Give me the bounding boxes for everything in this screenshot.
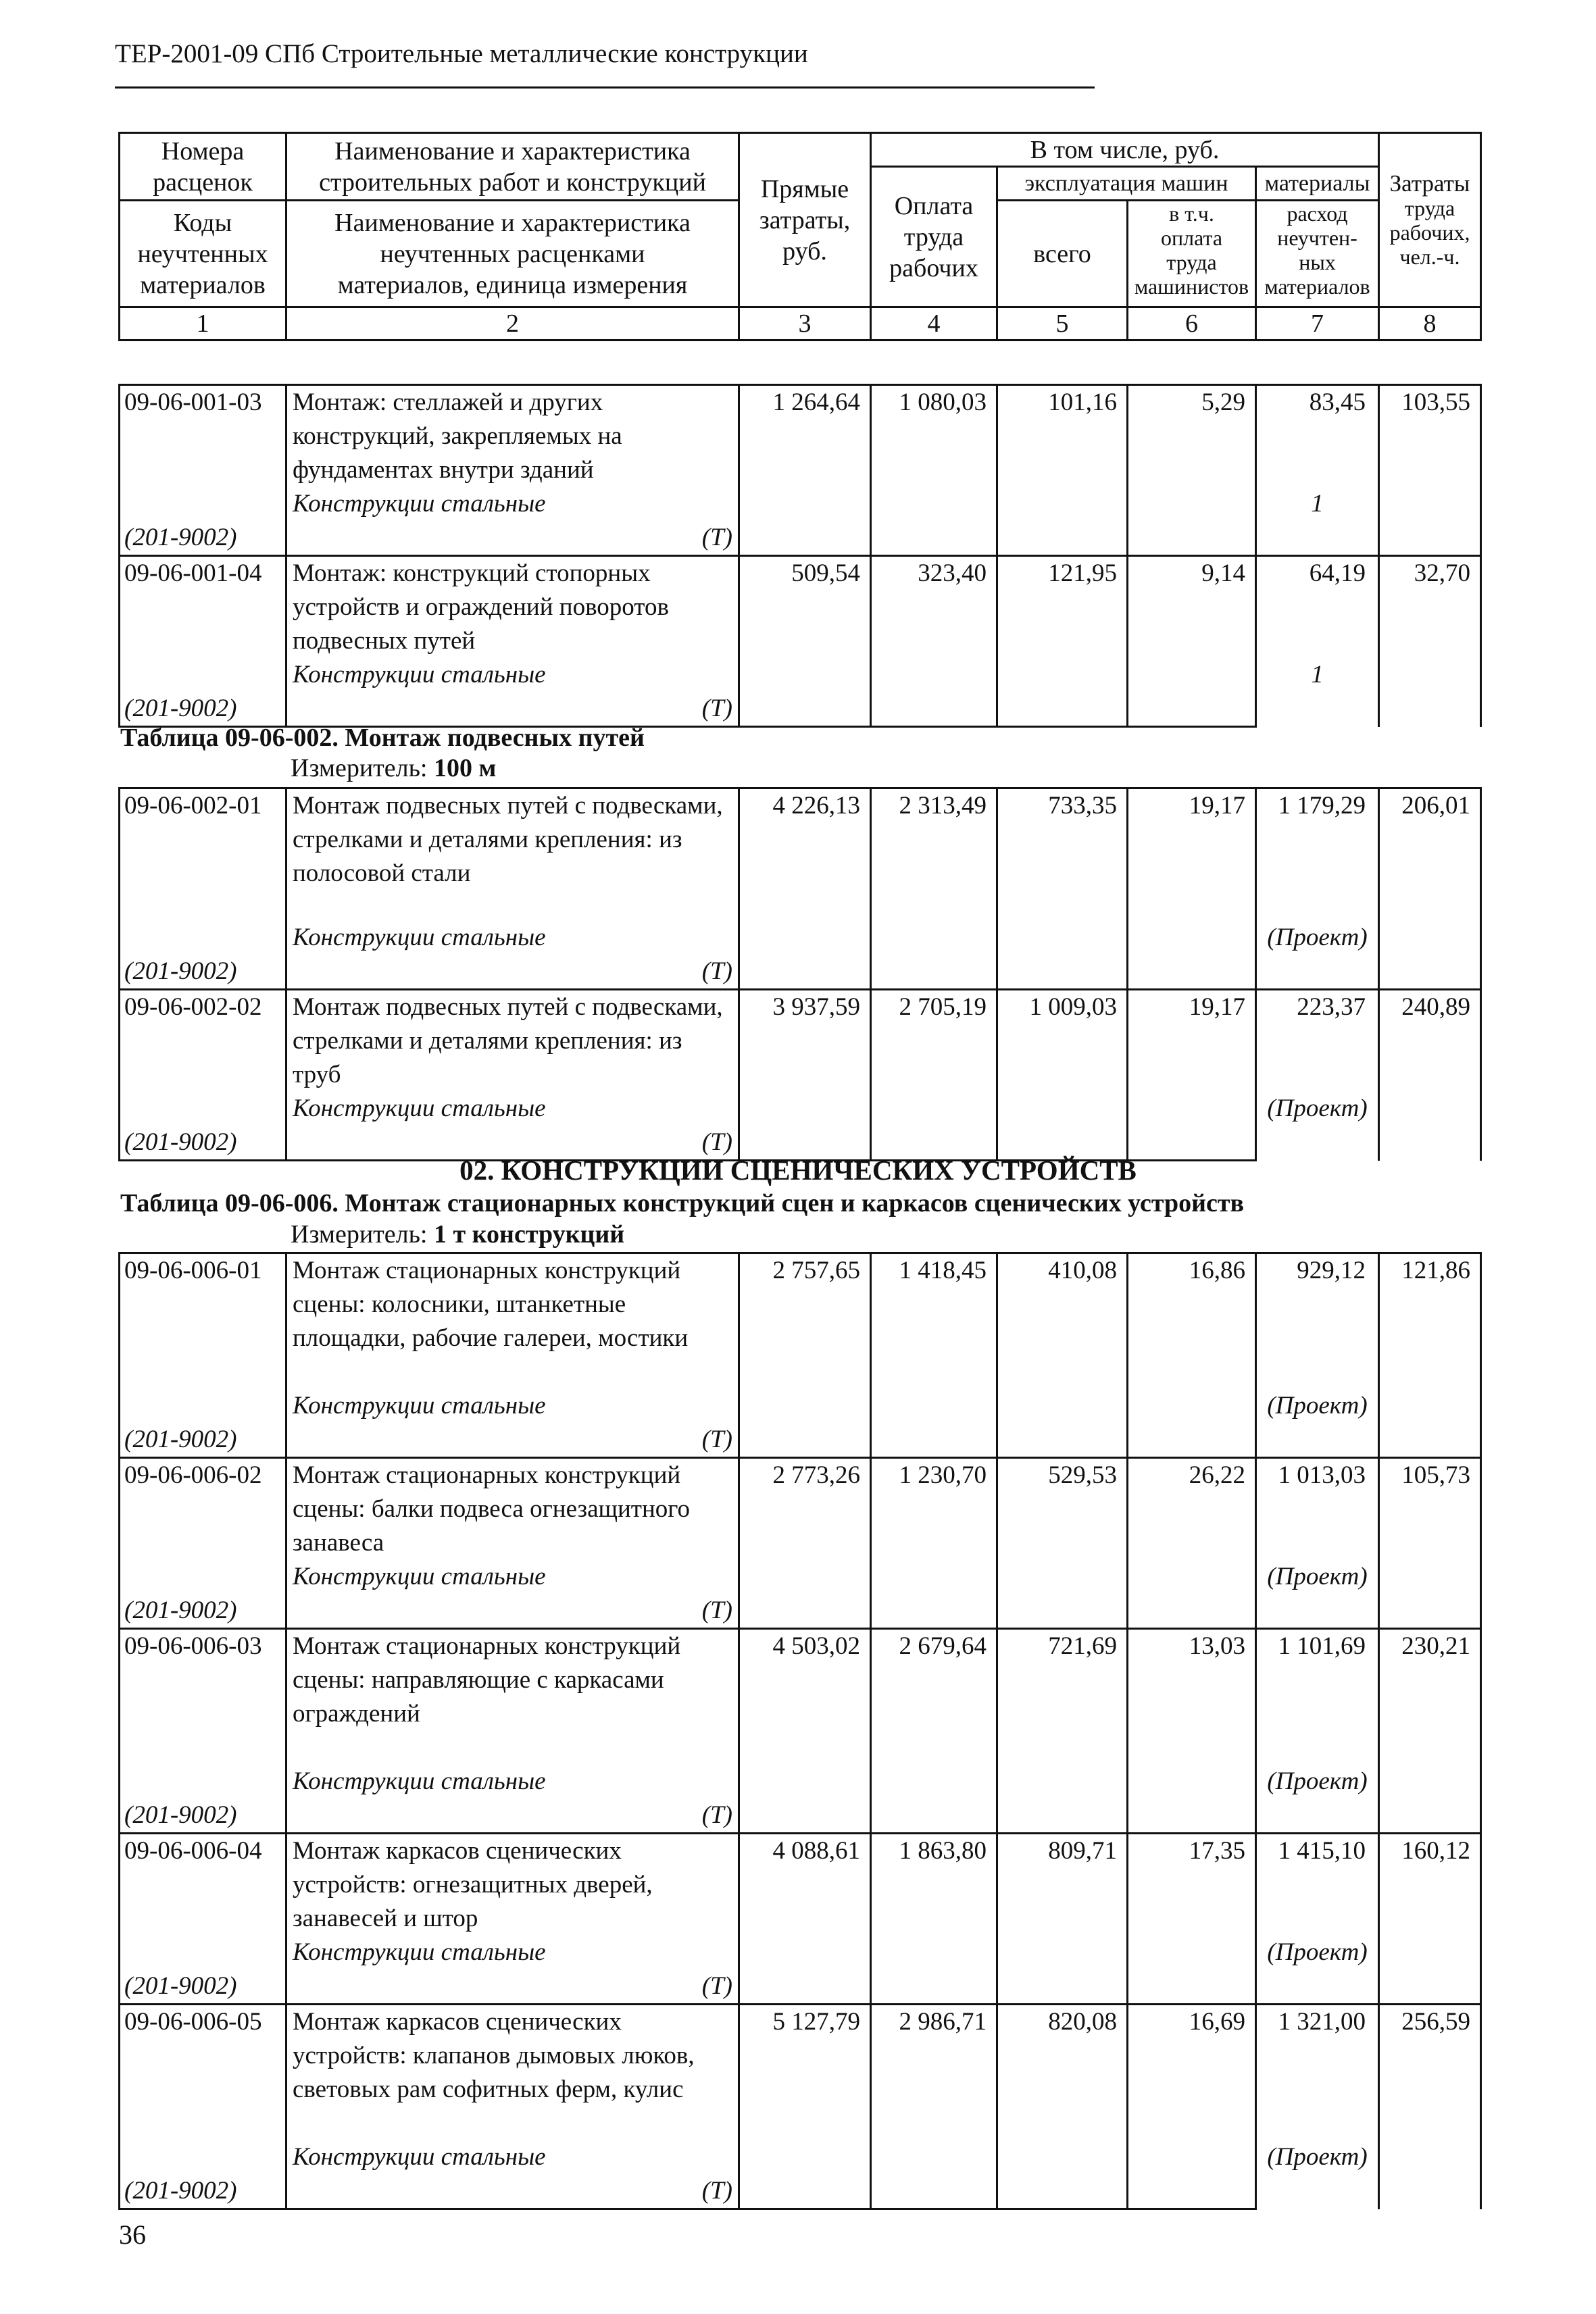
direct-cost: 4 088,61 <box>739 1834 871 1970</box>
table-row <box>120 1253 1481 1390</box>
rate-code: 09-06-002-01 <box>120 788 286 955</box>
table-row <box>120 385 1481 488</box>
group-header: В том числе, руб. <box>871 133 1379 167</box>
rate-code: 09-06-006-03 <box>120 1629 286 1799</box>
header-rule <box>115 86 1095 89</box>
material-cost: 1 321,00 <box>1256 2005 1379 2141</box>
table-002-meter: Измеритель: 100 м <box>291 754 497 782</box>
type-mark: (Т) <box>286 1594 739 1629</box>
rate-name: Монтаж стационарных конструкций сцены: балки подвеса огнезащитного занавеса <box>286 1458 739 1561</box>
material-name: Конструкции стальные <box>286 487 739 521</box>
column-header-table <box>118 132 1482 341</box>
labor-cost: 2 705,19 <box>871 990 997 1126</box>
machinist-cost: 16,86 <box>1128 1253 1256 1424</box>
table-006-meter: Измеритель: 1 т конструкций <box>291 1220 625 1249</box>
col1-top-header: Номера расценок <box>120 133 286 201</box>
machine-cost: 410,08 <box>997 1253 1128 1424</box>
col7-header: расход неучтен- ных материалов <box>1256 201 1379 307</box>
material-name: Конструкции стальные <box>286 921 739 955</box>
col-number: 6 <box>1128 307 1256 341</box>
labor-hours: 103,55 <box>1379 385 1481 556</box>
material-code: (201-9002) <box>120 1423 286 1458</box>
table-row <box>120 2005 1481 2141</box>
material-name: Конструкции стальные <box>286 1560 739 1594</box>
machinist-cost: 19,17 <box>1128 990 1256 1126</box>
machine-cost: 121,95 <box>997 556 1128 693</box>
col8-header: Затраты труда рабочих, чел.-ч. <box>1379 133 1481 307</box>
direct-cost: 5 127,79 <box>739 2005 871 2175</box>
labor-cost: 323,40 <box>871 556 997 693</box>
material-qty: (Проект) <box>1256 1560 1379 1629</box>
material-cost: 1 013,03 <box>1256 1458 1379 1561</box>
machine-cost: 529,53 <box>997 1458 1128 1594</box>
machine-cost: 733,35 <box>997 788 1128 955</box>
type-mark: (Т) <box>286 692 739 727</box>
col-number: 2 <box>286 307 739 341</box>
labor-cost: 1 863,80 <box>871 1834 997 1970</box>
material-name: Конструкции стальные <box>286 1936 739 1969</box>
table-002-title: Таблица 09-06-002. Монтаж подвесных путей <box>120 724 645 752</box>
labor-hours: 230,21 <box>1379 1629 1481 1834</box>
col-number: 5 <box>997 307 1128 341</box>
direct-cost: 2 757,65 <box>739 1253 871 1424</box>
page-number: 36 <box>119 2219 146 2250</box>
labor-cost: 2 679,64 <box>871 1629 997 1799</box>
type-mark: (Т) <box>286 1799 739 1834</box>
machinist-cost: 17,35 <box>1128 1834 1256 1970</box>
machinist-cost: 5,29 <box>1128 385 1256 522</box>
material-code: (201-9002) <box>120 2174 286 2209</box>
labor-hours: 160,12 <box>1379 1834 1481 2005</box>
rate-name: Монтаж каркасов сценических устройств: огнезащитных дверей, занавесей и штор <box>286 1834 739 1936</box>
rate-code: 09-06-006-01 <box>120 1253 286 1424</box>
labor-cost: 2 313,49 <box>871 788 997 955</box>
labor-hours: 32,70 <box>1379 556 1481 727</box>
rate-code: 09-06-002-02 <box>120 990 286 1126</box>
col2-bottom-header: Наименование и характеристика неучтенных расценками материалов, единица измерения <box>286 201 739 307</box>
rate-name: Монтаж подвесных путей с подвесками, стрелками и деталями крепления: из труб <box>286 990 739 1092</box>
material-cost: 1 415,10 <box>1256 1834 1379 1936</box>
material-name: Конструкции стальные <box>286 658 739 692</box>
machine-cost: 809,71 <box>997 1834 1128 1970</box>
material-code: (201-9002) <box>120 692 286 727</box>
col2-top-header: Наименование и характеристика строительных работ и конструкций <box>286 133 739 201</box>
col-number: 4 <box>871 307 997 341</box>
rate-name: Монтаж: стеллажей и других конструкций, закрепляемых на фундаментах внутри зданий <box>286 385 739 488</box>
col1-bottom-header: Коды неучтенных материалов <box>120 201 286 307</box>
rate-code: 09-06-006-02 <box>120 1458 286 1594</box>
table-row <box>120 1834 1481 1936</box>
material-qty: (Проект) <box>1256 2140 1379 2209</box>
material-qty: 1 <box>1256 658 1379 727</box>
material-code: (201-9002) <box>120 1594 286 1629</box>
material-qty: (Проект) <box>1256 921 1379 990</box>
col6-header: в т.ч. оплата труда машинистов <box>1128 201 1256 307</box>
table-row <box>120 1458 1481 1561</box>
material-qty: (Проект) <box>1256 1936 1379 2005</box>
machine-cost: 820,08 <box>997 2005 1128 2175</box>
materials-header: материалы <box>1256 167 1379 201</box>
page-header-title: ТЕР-2001-09 СПб Строительные металлические конструкции <box>115 39 808 68</box>
labor-cost: 1 418,45 <box>871 1253 997 1424</box>
table-row <box>120 556 1481 659</box>
direct-cost: 4 226,13 <box>739 788 871 955</box>
rate-name: Монтаж подвесных путей с подвесками, стрелками и деталями крепления: из полосовой стали <box>286 788 739 922</box>
col5-header: всего <box>997 201 1128 307</box>
material-code: (201-9002) <box>120 1969 286 2005</box>
type-mark: (Т) <box>286 1423 739 1458</box>
rate-code: 09-06-006-04 <box>120 1834 286 1970</box>
machinist-cost: 9,14 <box>1128 556 1256 693</box>
labor-cost: 1 080,03 <box>871 385 997 522</box>
labor-cost: 2 986,71 <box>871 2005 997 2175</box>
table-row <box>120 1629 1481 1765</box>
material-code: (201-9002) <box>120 521 286 556</box>
rate-code: 09-06-001-03 <box>120 385 286 522</box>
col-number: 3 <box>739 307 871 341</box>
machine-cost: 101,16 <box>997 385 1128 522</box>
machines-header: эксплуатация машин <box>997 167 1256 201</box>
rate-name: Монтаж стационарных конструкций сцены: колосники, штанкетные площадки, рабочие галереи, мостики <box>286 1253 739 1390</box>
direct-cost: 2 773,26 <box>739 1458 871 1594</box>
labor-hours: 121,86 <box>1379 1253 1481 1458</box>
type-mark: (Т) <box>286 1969 739 2005</box>
col4-header: Оплата труда рабочих <box>871 167 997 307</box>
type-mark: (Т) <box>286 521 739 556</box>
material-cost: 83,45 <box>1256 385 1379 488</box>
col-number: 8 <box>1379 307 1481 341</box>
table-row <box>120 990 1481 1092</box>
material-code: (201-9002) <box>120 1126 286 1161</box>
material-name: Конструкции стальные <box>286 1092 739 1126</box>
material-name: Конструкции стальные <box>286 1389 739 1423</box>
material-cost: 223,37 <box>1256 990 1379 1092</box>
rates-table-006 <box>118 1252 1482 2210</box>
labor-hours: 206,01 <box>1379 788 1481 990</box>
type-mark: (Т) <box>286 2174 739 2209</box>
material-qty: (Проект) <box>1256 1765 1379 1834</box>
rate-name: Монтаж: конструкций стопорных устройств и ограждений поворотов подвесных путей <box>286 556 739 659</box>
material-cost: 1 101,69 <box>1256 1629 1379 1765</box>
material-qty: (Проект) <box>1256 1092 1379 1161</box>
rate-name: Монтаж стационарных конструкций сцены: направляющие с каркасами ограждений <box>286 1629 739 1765</box>
section-title: 02. КОНСТРУКЦИИ СЦЕНИЧЕСКИХ УСТРОЙСТВ <box>459 1155 1137 1186</box>
material-cost: 929,12 <box>1256 1253 1379 1390</box>
type-mark: (Т) <box>286 1126 739 1161</box>
rate-code: 09-06-006-05 <box>120 2005 286 2175</box>
col-number: 1 <box>120 307 286 341</box>
direct-cost: 4 503,02 <box>739 1629 871 1799</box>
direct-cost: 3 937,59 <box>739 990 871 1126</box>
col3-header: Прямые затраты, руб. <box>739 133 871 307</box>
material-code: (201-9002) <box>120 1799 286 1834</box>
machine-cost: 1 009,03 <box>997 990 1128 1126</box>
type-mark: (Т) <box>286 955 739 990</box>
labor-hours: 105,73 <box>1379 1458 1481 1629</box>
labor-hours: 256,59 <box>1379 2005 1481 2209</box>
material-qty: 1 <box>1256 487 1379 556</box>
labor-hours: 240,89 <box>1379 990 1481 1161</box>
material-code: (201-9002) <box>120 955 286 990</box>
material-name: Конструкции стальные <box>286 1765 739 1799</box>
rate-name: Монтаж каркасов сценических устройств: клапанов дымовых люков, световых рам софитных ферм, кулис <box>286 2005 739 2141</box>
table-006-title: Таблица 09-06-006. Монтаж стационарных конструкций сцен и каркасов сценических устройств <box>120 1189 1245 1217</box>
col-number: 7 <box>1256 307 1379 341</box>
machinist-cost: 19,17 <box>1128 788 1256 955</box>
rates-table-002 <box>118 787 1482 1161</box>
table-row <box>120 788 1481 922</box>
rate-code: 09-06-001-04 <box>120 556 286 693</box>
material-cost: 64,19 <box>1256 556 1379 659</box>
machinist-cost: 26,22 <box>1128 1458 1256 1594</box>
machinist-cost: 13,03 <box>1128 1629 1256 1799</box>
material-qty: (Проект) <box>1256 1389 1379 1458</box>
machine-cost: 721,69 <box>997 1629 1128 1799</box>
direct-cost: 509,54 <box>739 556 871 693</box>
material-cost: 1 179,29 <box>1256 788 1379 922</box>
direct-cost: 1 264,64 <box>739 385 871 522</box>
rates-table-001 <box>118 384 1482 728</box>
machinist-cost: 16,69 <box>1128 2005 1256 2175</box>
labor-cost: 1 230,70 <box>871 1458 997 1594</box>
material-name: Конструкции стальные <box>286 2140 739 2174</box>
